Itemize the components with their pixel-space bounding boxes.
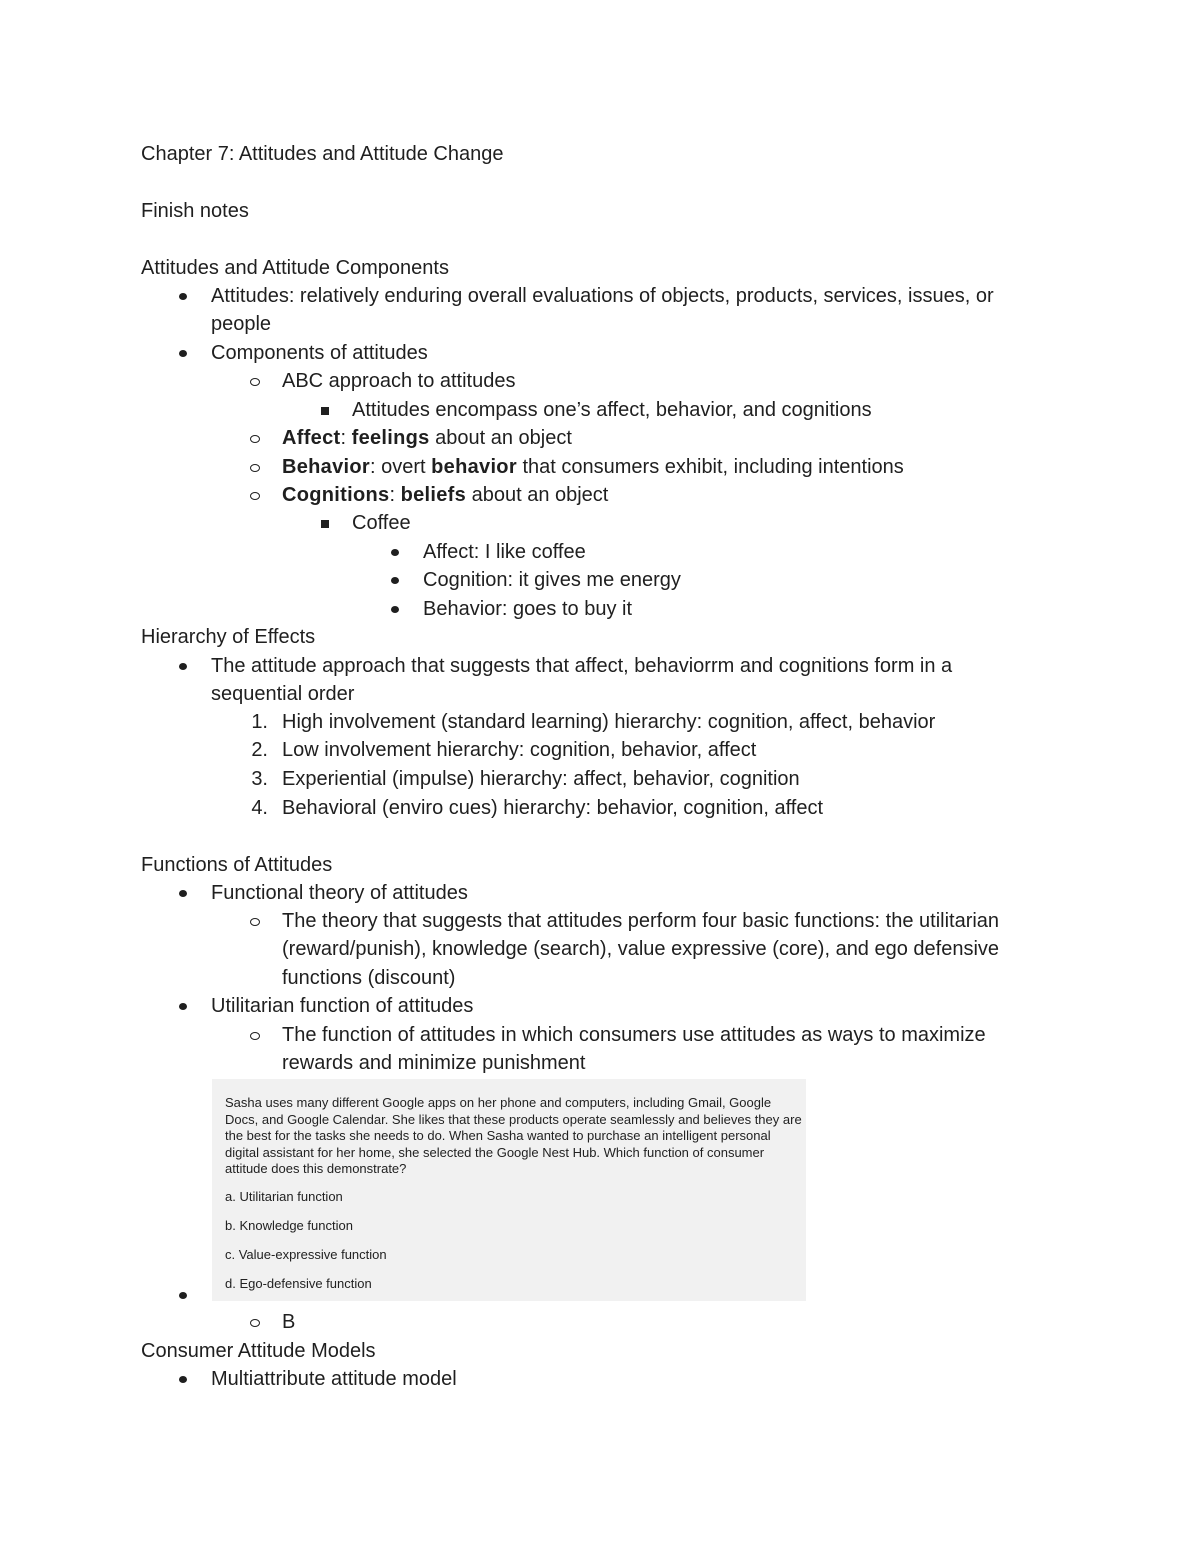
section-heading-functions: Functions of Attitudes bbox=[141, 854, 333, 876]
bullet-circle-icon bbox=[245, 453, 265, 481]
affect-keyword: feelings bbox=[351, 427, 430, 449]
bullet-circle-icon bbox=[245, 1021, 265, 1049]
bullet-dot-icon bbox=[173, 652, 193, 680]
section-heading-components: Attitudes and Attitude Components bbox=[141, 257, 449, 279]
list-number: 3. bbox=[251, 768, 268, 790]
coffee-example: Coffee bbox=[352, 512, 411, 534]
utilitarian-function: Utilitarian function of attitudes bbox=[211, 995, 474, 1017]
bullet-dot-icon bbox=[385, 538, 405, 566]
utilitarian-def-line2: rewards and minimize punishment bbox=[282, 1052, 586, 1074]
coffee-cognition: Cognition: it gives me energy bbox=[423, 569, 681, 591]
abc-detail: Attitudes encompass one’s affect, behavior, and cognitions bbox=[352, 399, 872, 421]
section-heading-models: Consumer Attitude Models bbox=[141, 1340, 376, 1362]
affect-term: Affect bbox=[282, 427, 341, 449]
behavior-line: Behavior: overt behavior that consumers exhibit, including intentions bbox=[282, 456, 904, 478]
cognitions-keyword: beliefs bbox=[400, 484, 467, 506]
bullet-circle-icon bbox=[245, 367, 265, 395]
coffee-affect: Affect: I like coffee bbox=[423, 541, 586, 563]
bullet-circle-icon bbox=[245, 424, 265, 452]
multiattribute-model: Multiattribute attitude model bbox=[211, 1368, 457, 1390]
bullet-dot-icon bbox=[173, 992, 193, 1020]
bullet-dot-icon bbox=[173, 879, 193, 907]
bullet-dot-icon bbox=[173, 1365, 193, 1393]
hierarchy-item: Behavioral (enviro cues) hierarchy: behavior, cognition, affect bbox=[282, 797, 824, 819]
quiz-option: d. Ego-defensive function bbox=[225, 1276, 372, 1291]
bullet-dot-icon bbox=[173, 282, 193, 310]
quiz-question-text: Sasha uses many different Google apps on her phone and computers, including Gmail, Google Docs, and Google Calendar. She likes that these products operate seamlessly and believes they are the best for the tasks she needs to do. When Sasha wanted to purchase an intelligent personal digital assistant for her home, she selected the Google Nest Hub. Which function of consumer attitude does this demonstrate? bbox=[225, 1095, 802, 1176]
bullet-square-icon bbox=[315, 396, 335, 424]
functional-theory-def-line2: (reward/punish), knowledge (search), value expressive (core), and ego defensive bbox=[282, 938, 1000, 960]
subtitle: Finish notes bbox=[141, 200, 249, 222]
quiz-answer: B bbox=[282, 1311, 296, 1333]
quiz-question-image bbox=[212, 1079, 806, 1301]
quiz-option: b. Knowledge function bbox=[225, 1218, 353, 1233]
behavior-term: Behavior bbox=[282, 456, 370, 478]
functional-theory: Functional theory of attitudes bbox=[211, 882, 468, 904]
list-number: 4. bbox=[251, 797, 268, 819]
cognitions-term: Cognitions bbox=[282, 484, 390, 506]
cognitions-line: Cognitions: beliefs about an object bbox=[282, 484, 609, 506]
abc-approach: ABC approach to attitudes bbox=[282, 370, 516, 392]
list-number: 2. bbox=[251, 739, 268, 761]
quiz-option: a. Utilitarian function bbox=[225, 1189, 343, 1204]
affect-line: Affect: feelings about an object bbox=[282, 427, 572, 449]
functional-theory-def-line3: functions (discount) bbox=[282, 967, 456, 989]
components-label: Components of attitudes bbox=[211, 342, 428, 364]
functional-theory-def-line1: The theory that suggests that attitudes perform four basic functions: the utilitarian bbox=[282, 910, 1000, 932]
page-title: Chapter 7: Attitudes and Attitude Change bbox=[141, 143, 504, 165]
bullet-circle-icon bbox=[245, 1308, 265, 1336]
quiz-option: c. Value-expressive function bbox=[225, 1247, 387, 1262]
behavior-keyword: behavior bbox=[431, 456, 517, 478]
bullet-circle-icon bbox=[245, 907, 265, 935]
hierarchy-item: High involvement (standard learning) hierarchy: cognition, affect, behavior bbox=[282, 711, 936, 733]
attitudes-definition-line2: people bbox=[211, 313, 272, 335]
hierarchy-definition-line2: sequential order bbox=[211, 683, 355, 705]
hierarchy-definition-line1: The attitude approach that suggests that affect, behaviorrm and cognitions form in a bbox=[211, 655, 953, 677]
bullet-dot-icon bbox=[385, 595, 405, 623]
hierarchy-item: Experiential (impulse) hierarchy: affect, behavior, cognition bbox=[282, 768, 800, 790]
bullet-square-icon bbox=[315, 509, 335, 537]
bullet-dot-icon bbox=[385, 566, 405, 594]
utilitarian-def-line1: The function of attitudes in which consumers use attitudes as ways to maximize bbox=[282, 1024, 986, 1046]
attitudes-definition-line1: Attitudes: relatively enduring overall evaluations of objects, products, services, issues, or bbox=[211, 285, 994, 307]
list-number: 1. bbox=[251, 711, 268, 733]
coffee-behavior: Behavior: goes to buy it bbox=[423, 598, 633, 620]
bullet-dot-icon bbox=[173, 339, 193, 367]
bullet-circle-icon bbox=[245, 481, 265, 509]
hierarchy-item: Low involvement hierarchy: cognition, behavior, affect bbox=[282, 739, 757, 761]
section-heading-hierarchy: Hierarchy of Effects bbox=[141, 626, 316, 648]
bullet-dot-icon bbox=[173, 1281, 193, 1309]
